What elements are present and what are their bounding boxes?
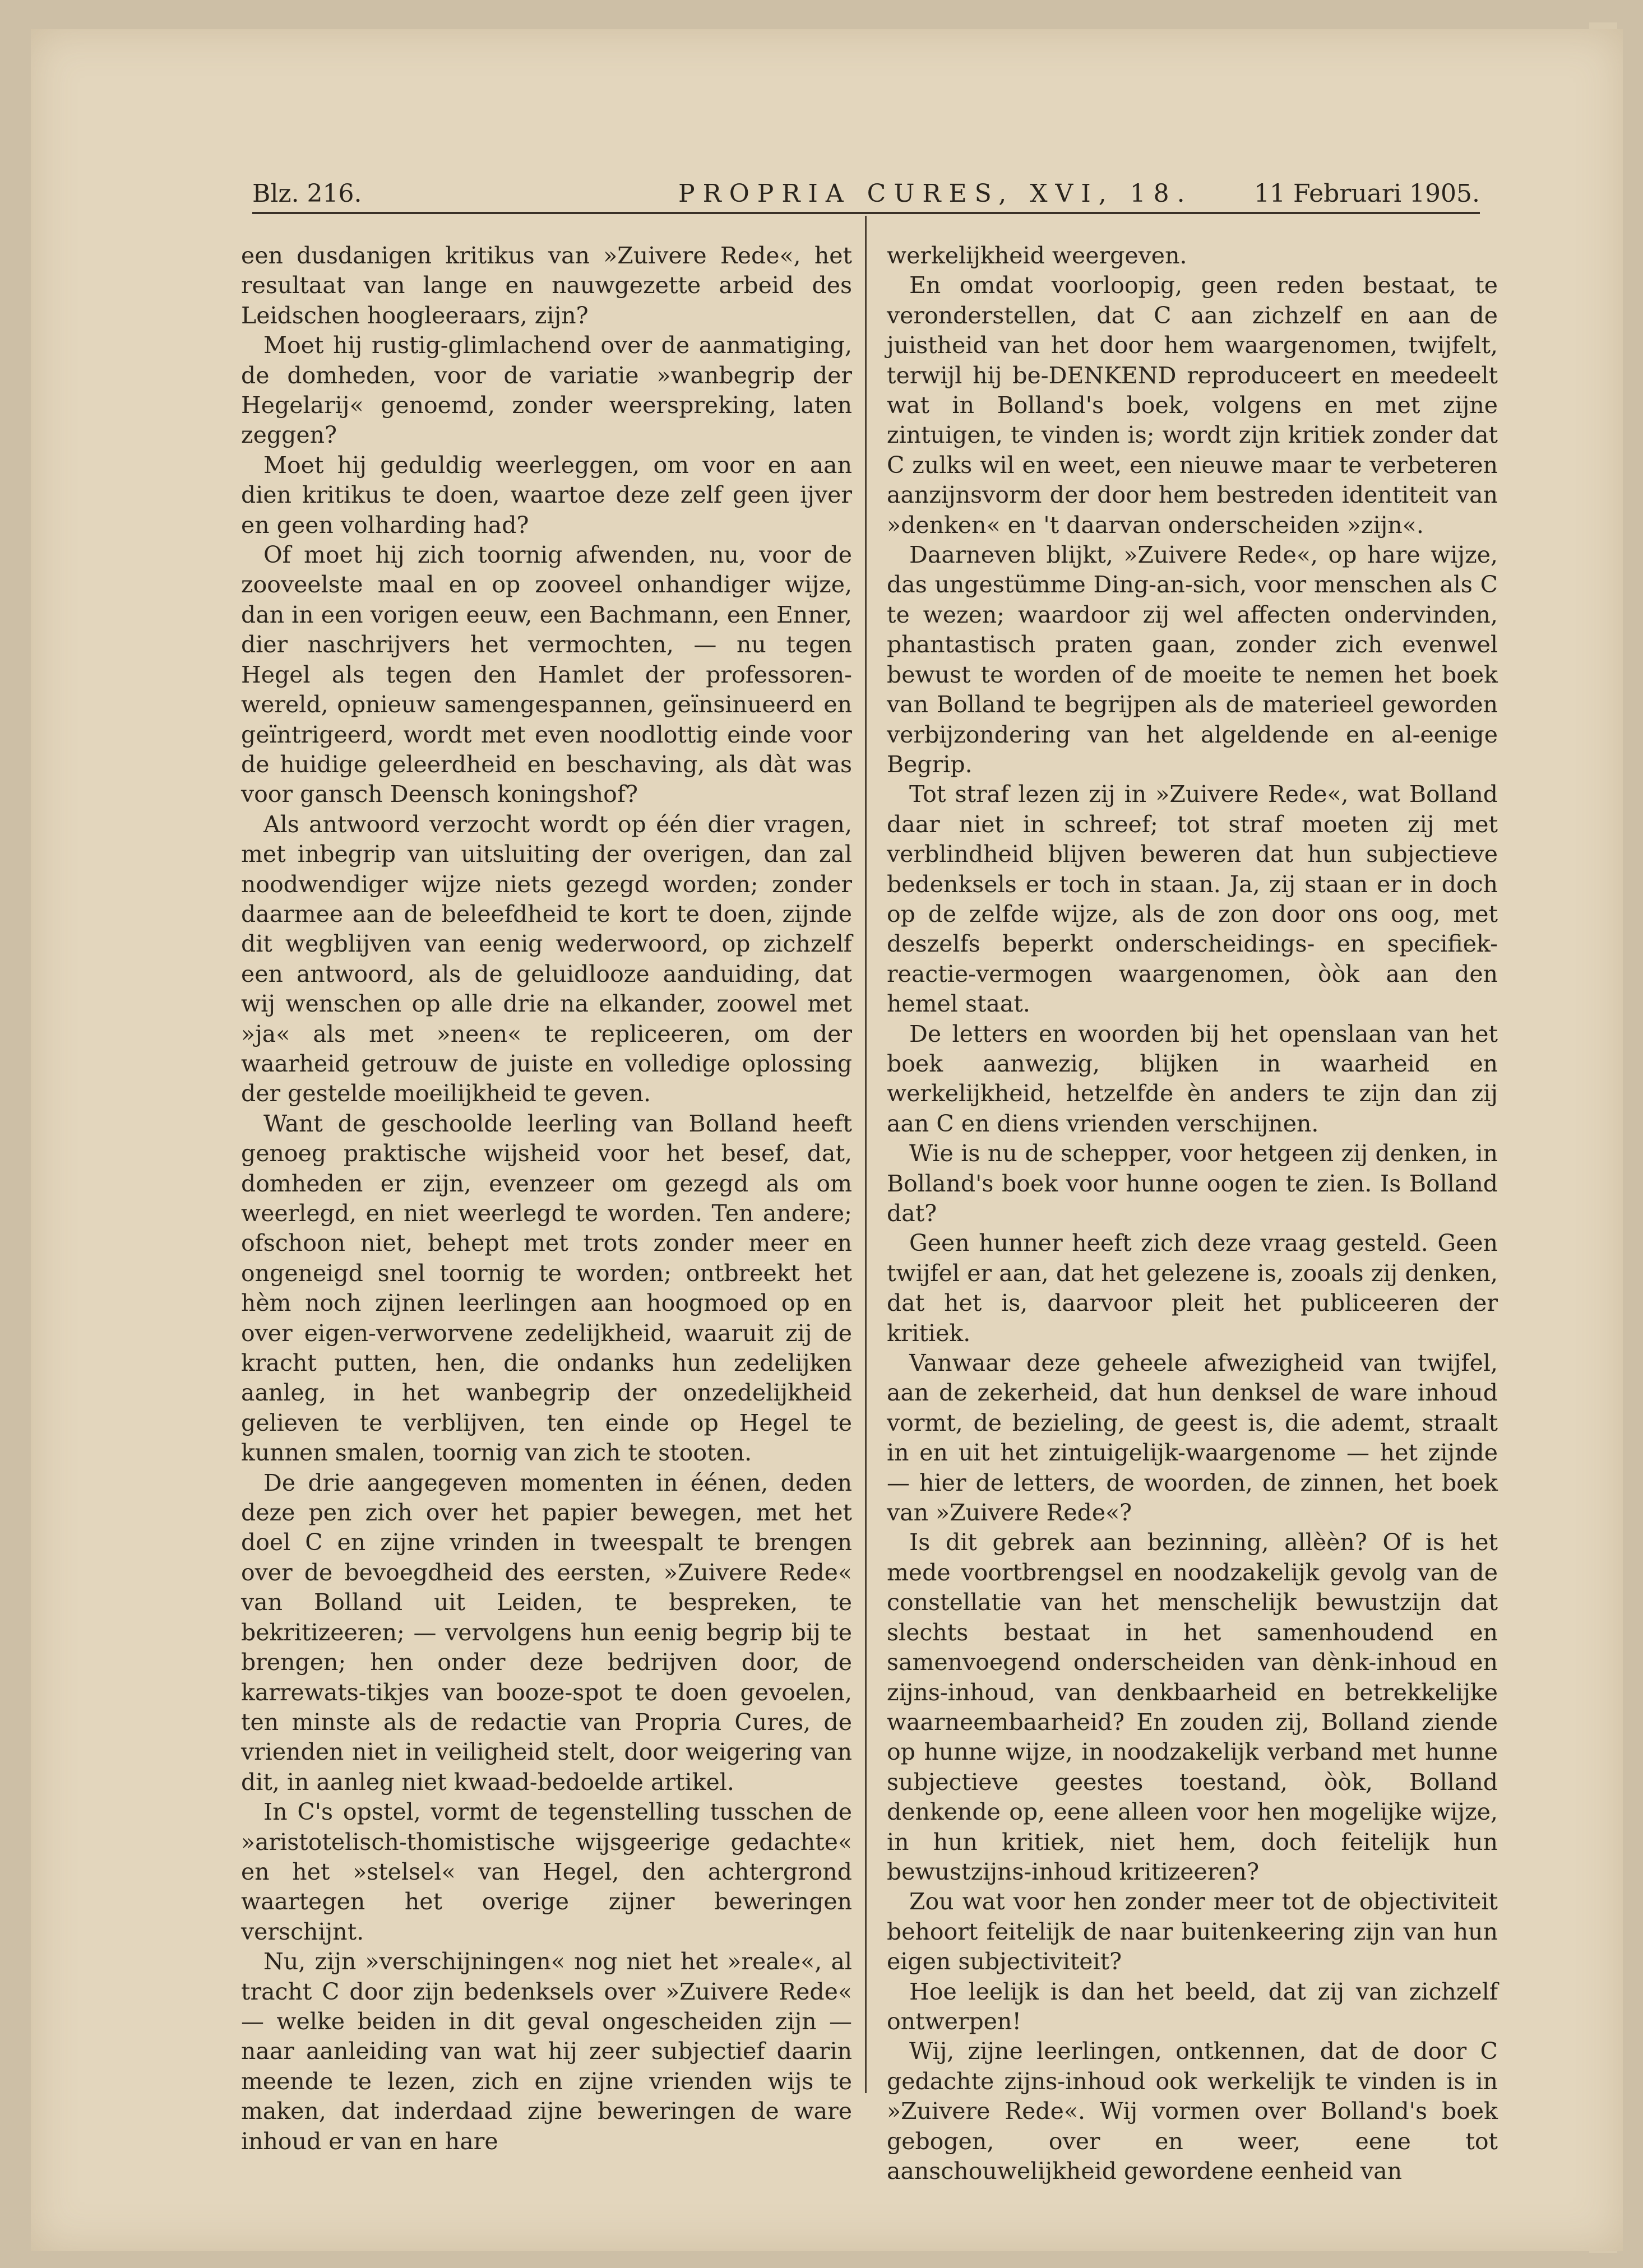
left-column [241,241,852,2156]
issue-date: 11 Februari 1905. [1254,179,1480,208]
header-rule [252,212,1480,214]
paragraph: Als antwoord verzocht wordt op één dier vragen, met inbegrip van uitsluiting der overigen, dan zal noodwendiger wijze niets gezegd worden; zonder daarmee aan de beleefdheid te kort te doen, zijnde dit wegblijven van eenig wederwoord, op zichzelf een antwoord, als de geluidlooze aanduiding, dat wij wenschen op alle drie na elkander, zoowel met »ja« als met »neen« te repliceeren, om der waarheid getrouw de juiste en volledige oplossing der gestelde moeilijkheid te geven. [241,810,852,1107]
paragraph: Wij, zijne leerlingen, ontkennen, dat de door C gedachte zijns-inhoud ook werkelijk te vinden is in »Zuivere Rede«. Wij vormen over Bolland's boek gebogen, over en weer, eene tot aanschouwelijkheid gewordene eenheid van [887,2038,1498,2184]
paragraph: Nu, zijn »verschijningen« nog niet het »reale«, al tracht C door zijn bedenksels over »Zuivere Rede« — welke beiden in dit geval ongescheiden zijn — naar aanleiding van wat hij zeer subjectief daarin meende te lezen, zich en zijne vrienden wijs te maken, dat inderdaad zijne beweringen de ware inhoud er van en hare [241,1948,852,2155]
paragraph: Moet hij geduldig weerleggen, om voor en aan dien kritikus te doen, waartoe deze zelf geen ijver en geen volharding had? [241,451,852,539]
paragraph: In C's opstel, vormt de tegenstelling tusschen de »aristotelisch-thomistische wijsgeerige gedachte« en het »stelsel« van Hegel, den achtergrond waartegen het overige zijner beweringen verschijnt. [241,1798,852,1945]
paragraph: Geen hunner heeft zich deze vraag gesteld. Geen twijfel er aan, dat het gelezene is, zooals zij denken, dat het is, daarvoor pleit het publiceeren der kritiek. [887,1230,1498,1347]
paragraph: Moet hij rustig-glimlachend over de aanmatiging, de domheden, voor de variatie »wanbegrip der Hegelarij« genoemd, zonder weerspreking, laten zeggen? [241,332,852,449]
page-header [252,168,1480,207]
paragraph: Want de geschoolde leerling van Bolland heeft genoeg praktische wijsheid voor het besef, dat, domheden er zijn, evenzeer om gezegd als om weerlegd, en niet weerlegd te worden. Ten andere; ofschoon niet, behept met trots zonder meer en ongeneigd snel toornig te worden; ontbreekt het hèm noch zijnen leerlingen aan hoogmoed op en over eigen-verworvene zedelijkheid, waaruit zij de kracht putten, hen, die ondanks hun zedelijken aanleg, in het wanbegrip der onzedelijkheid gelieven te verblijven, ten einde op Hegel te kunnen smalen, toornig van zich te stooten. [241,1110,852,1467]
paragraph: De drie aangegeven momenten in éénen, deden deze pen zich over het papier bewegen, met het doel C en zijne vrinden in tweespalt te brengen over de bevoegdheid des eersten, »Zuivere Rede« van Bolland uit Leiden, te bespreken, te bekritizeeren; — vervolgens hun eenig begrip bij te brengen; hen onder deze bedrijven door, de karrewats-tikjes van booze-spot te doen gevoelen, ten minste als de redactie van Propria Cures, de vrienden niet in veiligheid stelt, door weigering van dit, in aanleg niet kwaad-bedoelde artikel. [241,1469,852,1796]
paragraph: Of moet hij zich toornig afwenden, nu, voor de zooveelste maal en op zooveel onhandiger wijze, dan in een vorigen eeuw, een Bachmann, een Enner, dier naschrijvers het vermochten, — nu tegen Hegel als tegen den Hamlet der professoren-wereld, opnieuw samengespannen, geïnsinueerd en geïntrigeerd, wordt met even noodlottig einde voor de huidige geleerdheid en beschaving, als dàt was voor gansch Deensch koningshof? [241,541,852,808]
paragraph: De letters en woorden bij het openslaan van het boek aanwezig, blijken in waarheid en werkelijkheid, hetzelfde èn anders te zijn dan zij aan C en diens vrienden verschijnen. [887,1020,1498,1137]
paragraph: Zou wat voor hen zonder meer tot de objectiviteit behoort feitelijk de naar buitenkeering zijn van hun eigen subjectiviteit? [887,1888,1498,1975]
paragraph: En omdat voorloopig, geen reden bestaat, te veronderstellen, dat C aan zichzelf en aan de juistheid van het door hem waargenomen, twijfelt, terwijl hij be-DENKEND reproduceert en meedeelt wat in Bolland's boek, volgens en met zijne zintuigen, te vinden is; wordt zijn kritiek zonder dat C zulks wil en weet, een nieuwe maar te verbeteren aanzijnsvorm der door hem bestreden identiteit van »denken« en 't daarvan onderscheiden »zijn«. [887,272,1498,539]
paragraph: Hoe leelijk is dan het beeld, dat zij van zichzelf ontwerpen! [887,1978,1498,2035]
paragraph: Tot straf lezen zij in »Zuivere Rede«, wat Bolland daar niet in schreef; tot straf moeten zij met verblindheid blijven beweren dat hun subjectieve bedenksels er toch in staan. Ja, zij staan er in doch op de zelfde wijze, als de zon door ons oog, met deszelfs beperkt onderscheidings- en specifiek-reactie-vermogen waargenomen, òòk aan den hemel staat. [887,781,1498,1018]
right-column [887,241,1498,2186]
paragraph: Is dit gebrek aan bezinning, allèèn? Of is het mede voortbrengsel en noodzakelijk gevolg van de constellatie van het menschelijk bewustzijn dat slechts bestaat in het samenhoudend en samenvoegend onderscheiden van dènk-inhoud en zijns-inhoud, van denkbaarheid en betrekkelijke waarneembaarheid? En zouden zij, Bolland ziende op hunne wijze, in noodzakelijk verband met hunne subjectieve geestes toestand, òòk, Bolland denkende op, eene alleen voor hen mogelijke wijze, in hun kritiek, niet hem, doch feitelijk hun bewustzijns-inhoud kritizeeren? [887,1529,1498,1885]
paragraph: Wie is nu de schepper, voor hetgeen zij denken, in Bolland's boek voor hunne oogen te zien. Is Bolland dat? [887,1140,1498,1227]
paragraph: een dusdanigen kritikus van »Zuivere Rede«, het resultaat van lange en nauwgezette arbeid des Leidschen hoogleeraars, zijn? [241,242,852,329]
paragraph: Vanwaar deze geheele afwezigheid van twijfel, aan de zekerheid, dat hun denksel de ware inhoud vormt, de bezieling, de geest is, die ademt, straalt in en uit het zintuigelijk-waargenome — het zijnde — hier de letters, de woorden, de zinnen, het boek van »Zuivere Rede«? [887,1349,1498,1527]
page-number: Blz. 216. [252,179,362,208]
paragraph: werkelijkheid weergeven. [887,242,1187,269]
column-divider [865,216,867,2093]
journal-title: PROPRIA CURES, XVI, 18. [678,179,1193,208]
paragraph: Daarneven blijkt, »Zuivere Rede«, op hare wijze, das ungestümme Ding-an-sich, voor menschen als C te wezen; waardoor zij wel affecten ondervinden, phantastisch praten gaan, zonder zich evenwel bewust te worden of de moeite te nemen het boek van Bolland te begrijpen als de materieel geworden verbijzondering van het algeldende en al-eenige Begrip. [887,541,1498,778]
